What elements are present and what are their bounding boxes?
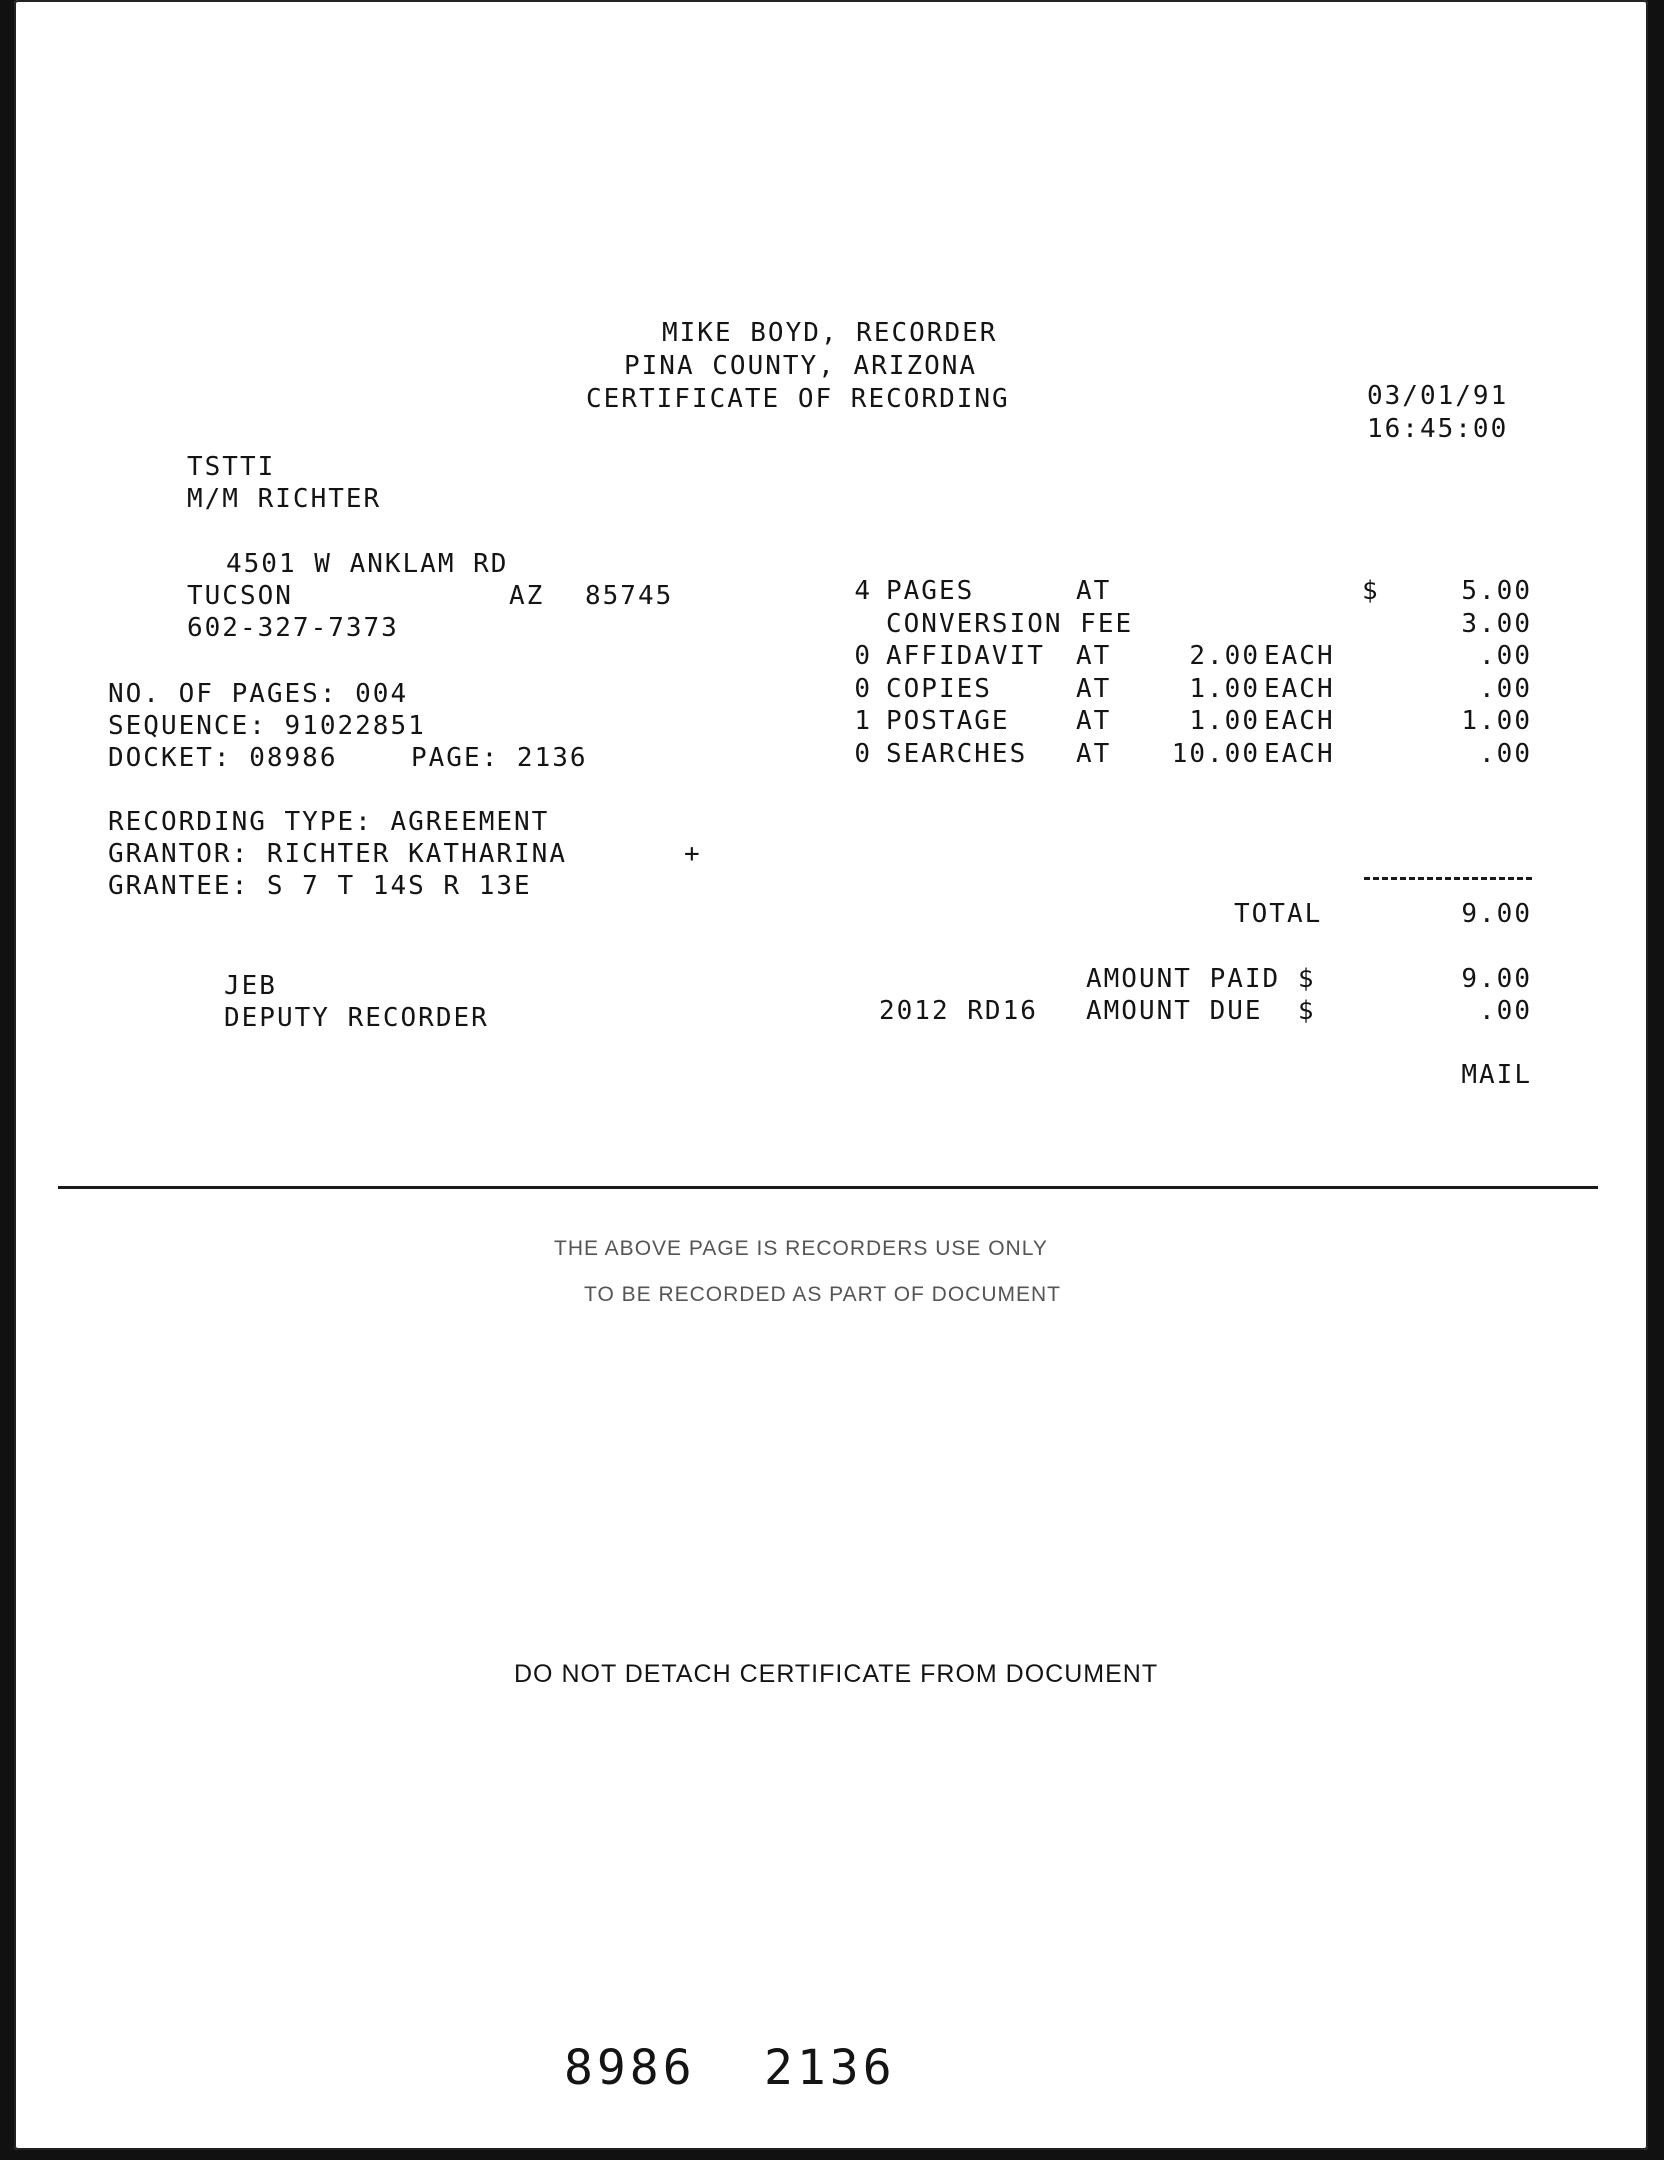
fee-qty: 1 bbox=[854, 706, 872, 736]
fee-item: AFFIDAVIT bbox=[886, 641, 1045, 671]
sequence-number: SEQUENCE: 91022851 bbox=[108, 711, 426, 741]
fee-item: SEARCHES bbox=[886, 738, 1028, 769]
grantor: GRANTOR: RICHTER KATHARINA bbox=[108, 839, 567, 869]
county-state: PINA COUNTY, ARIZONA bbox=[624, 351, 978, 381]
total-value: 9.00 bbox=[1461, 899, 1532, 929]
fee-qty: 0 bbox=[854, 673, 872, 704]
fee-amount: .00 bbox=[1479, 738, 1532, 769]
fee-amount: 3.00 bbox=[1461, 608, 1532, 639]
detach-notice: DO NOT DETACH CERTIFICATE FROM DOCUMENT bbox=[514, 1660, 1159, 1688]
fee-qty: 0 bbox=[854, 738, 872, 769]
party-zip: 85745 bbox=[585, 581, 674, 611]
fee-amount: .00 bbox=[1479, 673, 1532, 704]
register-code: 2012 RD16 bbox=[879, 996, 1038, 1026]
grantor-mark: + bbox=[684, 839, 702, 869]
fee-at: AT bbox=[1076, 738, 1112, 769]
fee-rate: 1.00 bbox=[1189, 673, 1260, 704]
docket-number: DOCKET: 08986 bbox=[108, 743, 338, 773]
fee-rate: 1.00 bbox=[1189, 706, 1260, 736]
deputy-initials: JEB bbox=[224, 971, 277, 1001]
certificate-title: CERTIFICATE OF RECORDING bbox=[586, 384, 1010, 414]
amount-paid-label: AMOUNT PAID $ bbox=[1086, 964, 1316, 994]
fee-at: AT bbox=[1076, 641, 1112, 671]
fee-each: EACH bbox=[1264, 673, 1335, 704]
deputy-title: DEPUTY RECORDER bbox=[224, 1003, 489, 1033]
recorder-name: MIKE BOYD, RECORDER bbox=[662, 318, 998, 348]
stamp-page: 2136 bbox=[764, 2040, 896, 2096]
fee-amount: 1.00 bbox=[1461, 706, 1532, 736]
fee-each: EACH bbox=[1264, 641, 1335, 671]
fee-item: PAGES bbox=[886, 576, 975, 606]
recording-date: 03/01/91 bbox=[1367, 381, 1509, 411]
certificate-page bbox=[14, 0, 1648, 2150]
record-part-note: TO BE RECORDED AS PART OF DOCUMENT bbox=[584, 1283, 1062, 1306]
fee-item: COPIES bbox=[886, 673, 992, 704]
recorder-use-divider bbox=[58, 1186, 1598, 1189]
fee-each: EACH bbox=[1264, 706, 1335, 736]
fee-each: EACH bbox=[1264, 738, 1335, 769]
amount-due-label: AMOUNT DUE $ bbox=[1086, 996, 1316, 1026]
fee-qty: 4 bbox=[854, 576, 872, 606]
party-phone: 602-327-7373 bbox=[187, 613, 399, 643]
total-label: TOTAL bbox=[1234, 899, 1323, 929]
recording-type: RECORDING TYPE: AGREEMENT bbox=[108, 807, 550, 837]
fee-item: POSTAGE bbox=[886, 706, 1010, 736]
stamp-docket: 8986 bbox=[564, 2040, 696, 2096]
recorder-use-note: THE ABOVE PAGE IS RECORDERS USE ONLY bbox=[554, 1237, 1048, 1260]
total-rule bbox=[1364, 877, 1532, 880]
amount-paid-value: 9.00 bbox=[1461, 964, 1532, 994]
fee-at: AT bbox=[1076, 706, 1112, 736]
fee-currency: $ bbox=[1362, 576, 1380, 606]
docket-page: PAGE: 2136 bbox=[411, 743, 588, 773]
party-city: TUCSON bbox=[187, 581, 293, 611]
party-street: 4501 W ANKLAM RD bbox=[226, 549, 509, 579]
party-state: AZ bbox=[509, 581, 545, 611]
fee-qty: 0 bbox=[854, 641, 872, 671]
number-of-pages: NO. OF PAGES: 004 bbox=[108, 679, 409, 709]
party-code: TSTTI bbox=[187, 452, 276, 482]
fee-at: AT bbox=[1076, 576, 1112, 606]
fee-rate: 10.00 bbox=[1171, 738, 1260, 769]
party-name: M/M RICHTER bbox=[187, 484, 382, 514]
amount-due-value: .00 bbox=[1479, 996, 1532, 1026]
fee-amount: .00 bbox=[1479, 641, 1532, 671]
grantee: GRANTEE: S 7 T 14S R 13E bbox=[108, 871, 532, 901]
fee-amount: 5.00 bbox=[1461, 576, 1532, 606]
fee-rate: 2.00 bbox=[1189, 641, 1260, 671]
fee-at: AT bbox=[1076, 673, 1112, 704]
fee-item: CONVERSION FEE bbox=[886, 608, 1134, 639]
recording-time: 16:45:00 bbox=[1367, 414, 1509, 444]
delivery-method: MAIL bbox=[1461, 1060, 1532, 1090]
